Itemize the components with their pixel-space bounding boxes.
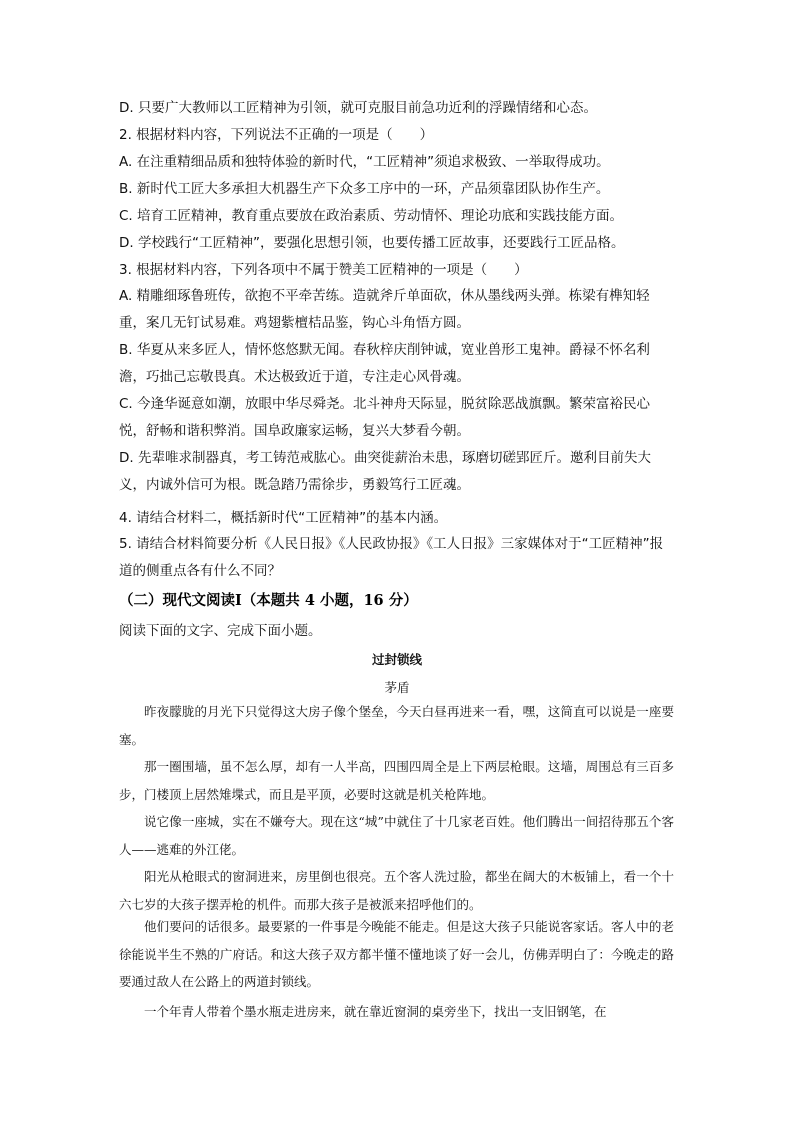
section-heading: （二）现代文阅读Ⅰ（本题共 4 小题，16 分） [119, 592, 418, 609]
q2-option-d: D. 学校践行“工匠精神”，要强化思想引领，也要传播工匠故事，还要践行工匠品格。 [119, 235, 625, 251]
q3-option-d: D. 先辈唯求制器真，考工铸范戒肱心。曲突徙薪治未患，琢磨切磋郢匠斤。邀利目前失大义，内诚外信可为根。既急踏乃需徐步，勇毅笃行工匠魂。 [119, 450, 651, 493]
essay-author: 茅盾 [384, 680, 410, 695]
essay-paragraph: 一个年青人带着个墨水瓶走进房来，就在靠近窗洞的桌旁坐下，找出一支旧钢笔，在 [144, 1004, 607, 1019]
q2-option-a: A. 在注重精细品质和独特体验的新时代，“工匠精神”须追求极致、一举取得成功。 [119, 154, 610, 170]
q2-stem: 2. 根据材料内容，下列说法不正确的一项是（ ） [119, 127, 434, 143]
essay-paragraph: 他们要问的话很多。最要紧的一件事是今晚能不能走。但是这大孩子只能说客家话。客人中的老徐能说半生不熟的广府话。和这大孩子双方都半懂不懂地谈了好一会儿，仿佛弄明白了：今晚走的路要通过敌人在公路上的两道封锁线。 [119, 919, 674, 989]
section-instruction: 阅读下面的文字、完成下面小题。 [119, 623, 322, 639]
essay-paragraph: 昨夜朦胧的月光下只觉得这大房子像个堡垒，今天白昼再进来一看，嘿，这简直可以说是一座要塞。 [119, 704, 674, 747]
q3-option-a: A. 精雕细琢鲁班传，欲抱不平牵苦练。造就斧斤单面砍，休从墨线两头弹。栋梁有榫知轻重，案几无钉试易难。鸡翅紫檀桔品鉴，钩心斗角悟方圆。 [119, 288, 650, 331]
q3-option-b: B. 华夏从来多匠人，情怀悠悠默无闻。春秋梓庆削钟诚，宽业兽形工鬼神。爵禄不怀名利澹，巧拙己忘敬畏真。术达极致近于道，专注走心风骨魂。 [119, 342, 650, 385]
essay-paragraph: 阳光从枪眼式的窗洞进来，房里倒也很亮。五个客人洗过脸，都坐在阔大的木板铺上，看一个十六七岁的大孩子摆弄枪的机件。而那大孩子是被派来招呼他们的。 [119, 869, 674, 912]
q2-option-b: B. 新时代工匠大多承担大机器生产下众多工序中的一环，产品须靠团队协作生产。 [119, 181, 610, 197]
q3-option-c: C. 今逢华诞意如潮，放眼中华尽舜尧。北斗神舟天际显，脱贫除恶战旗飘。繁荣富裕民心悦，舒畅和谐积弊消。国阜政廉家运畅，复兴大梦看今朝。 [119, 396, 651, 439]
q5: 5. 请结合材料简要分析《人民日报》《人民政协报》《工人日报》三家媒体对于“工匠精神”报道的侧重点各有什么不同？ [119, 536, 664, 579]
q1-option-d: D. 只要广大教师以工匠精神为引领，就可克服目前急功近利的浮躁情绪和心态。 [119, 100, 597, 116]
q4: 4. 请结合材料二，概括新时代“工匠精神”的基本内涵。 [119, 510, 448, 526]
essay-title: 过封锁线 [371, 652, 422, 667]
essay-paragraph: 说它像一座城，实在不嫌夸大。现在这“城”中就住了十几家老百姓。他们腾出一间招待那五个客人——逃难的外江佬。 [119, 814, 674, 857]
essay-paragraph: 那一圈围墙，虽不怎么厚，却有一人半高，四围四周全是上下两层枪眼。这墙，周围总有三百多步，门楼顶上居然雉堞式，而且是平顶，必要时这就是机关枪阵地。 [119, 759, 674, 802]
q3-stem: 3. 根据材料内容，下列各项中不属于赞美工匠精神的一项是（ ） [119, 262, 528, 278]
q2-option-c: C. 培育工匠精神，教育重点要放在政治素质、劳动情怀、理论功底和实践技能方面。 [119, 208, 624, 224]
